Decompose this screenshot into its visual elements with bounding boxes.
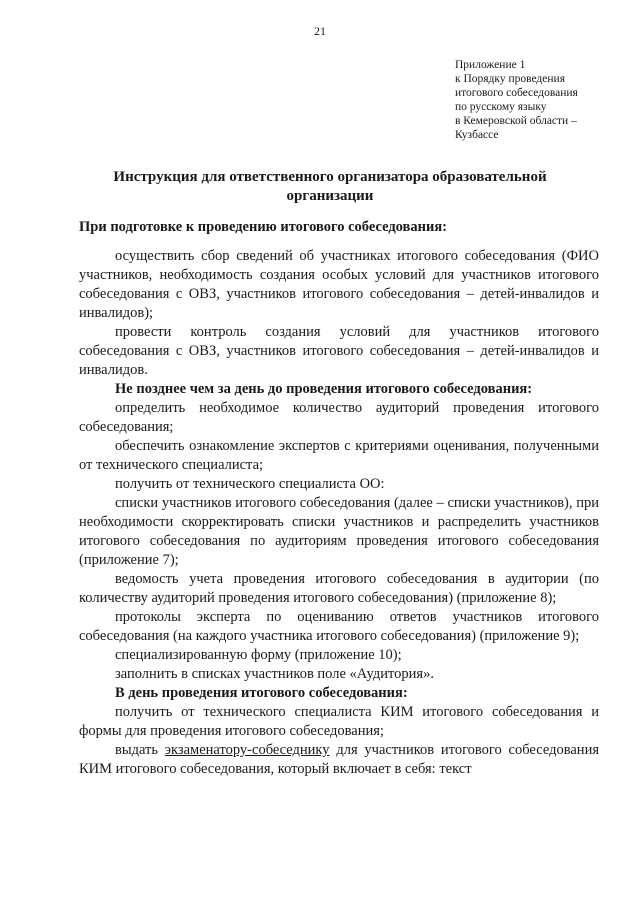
paragraph: получить от технического специалиста ОО: — [115, 476, 385, 492]
paragraph: протоколы эксперта по оцениванию ответов участников итогового собеседования (на каждого участника итогового собеседования) (приложение 9); — [79, 609, 599, 644]
paragraph-text: для участников итогового собеседования КИМ итогового собеседования, который включает в себя: текст — [79, 742, 599, 777]
section-heading: Не позднее чем за день до проведения итогового собеседования: — [115, 381, 533, 397]
document-title: Инструкция для ответственного организатора образовательной организации — [113, 169, 547, 204]
appendix-line: к Порядку проведения — [455, 73, 565, 85]
appendix-line: Кузбассе — [455, 129, 499, 141]
paragraph: ведомость учета проведения итогового собеседования в аудитории (по количеству аудиторий проведения итогового собеседования) (приложение 8); — [79, 571, 599, 606]
appendix-note — [455, 58, 635, 142]
appendix-line: Приложение 1 — [455, 59, 526, 71]
appendix-line: итогового собеседования — [455, 87, 578, 99]
paragraph: списки участников итогового собеседования (далее – списки участников), при необходимости скорректировать списки участников и распределить участников итогового собеседования по аудиториям проведения итогового собеседования (приложение 7); — [79, 495, 599, 568]
paragraph: осуществить сбор сведений об участниках итогового собеседования (ФИО участников, необходимость создания особых условий для участников итогового собеседования с ОВЗ, участников итогового собеседования – детей-инвалидов и инвалидов); — [79, 248, 599, 321]
paragraph: обеспечить ознакомление экспертов с критериями оценивания, полученными от технического специалиста; — [79, 438, 599, 473]
section-heading: В день проведения итогового собеседования: — [115, 685, 408, 701]
section-heading: При подготовке к проведению итогового собеседования: — [79, 219, 448, 235]
page-number: 21 — [314, 24, 326, 38]
underlined-term: экзаменатору-собеседнику — [164, 742, 330, 758]
appendix-line: по русскому языку — [455, 101, 547, 113]
paragraph: специализированную форму (приложение 10); — [115, 647, 402, 663]
paragraph: провести контроль создания условий для участников итогового собеседования с ОВЗ, участников итогового собеседования – детей-инвалидов и инвалидов. — [79, 324, 599, 378]
paragraph-text: выдать — [115, 742, 165, 758]
paragraph: заполнить в списках участников поле «Аудитория». — [115, 666, 434, 682]
appendix-line: в Кемеровской области – — [455, 115, 577, 127]
paragraph: получить от технического специалиста КИМ итогового собеседования и формы для проведения итогового собеседования; — [79, 704, 599, 739]
paragraph — [79, 741, 599, 779]
paragraph: определить необходимое количество аудиторий проведения итогового собеседования; — [79, 400, 599, 435]
document-body — [79, 218, 599, 779]
